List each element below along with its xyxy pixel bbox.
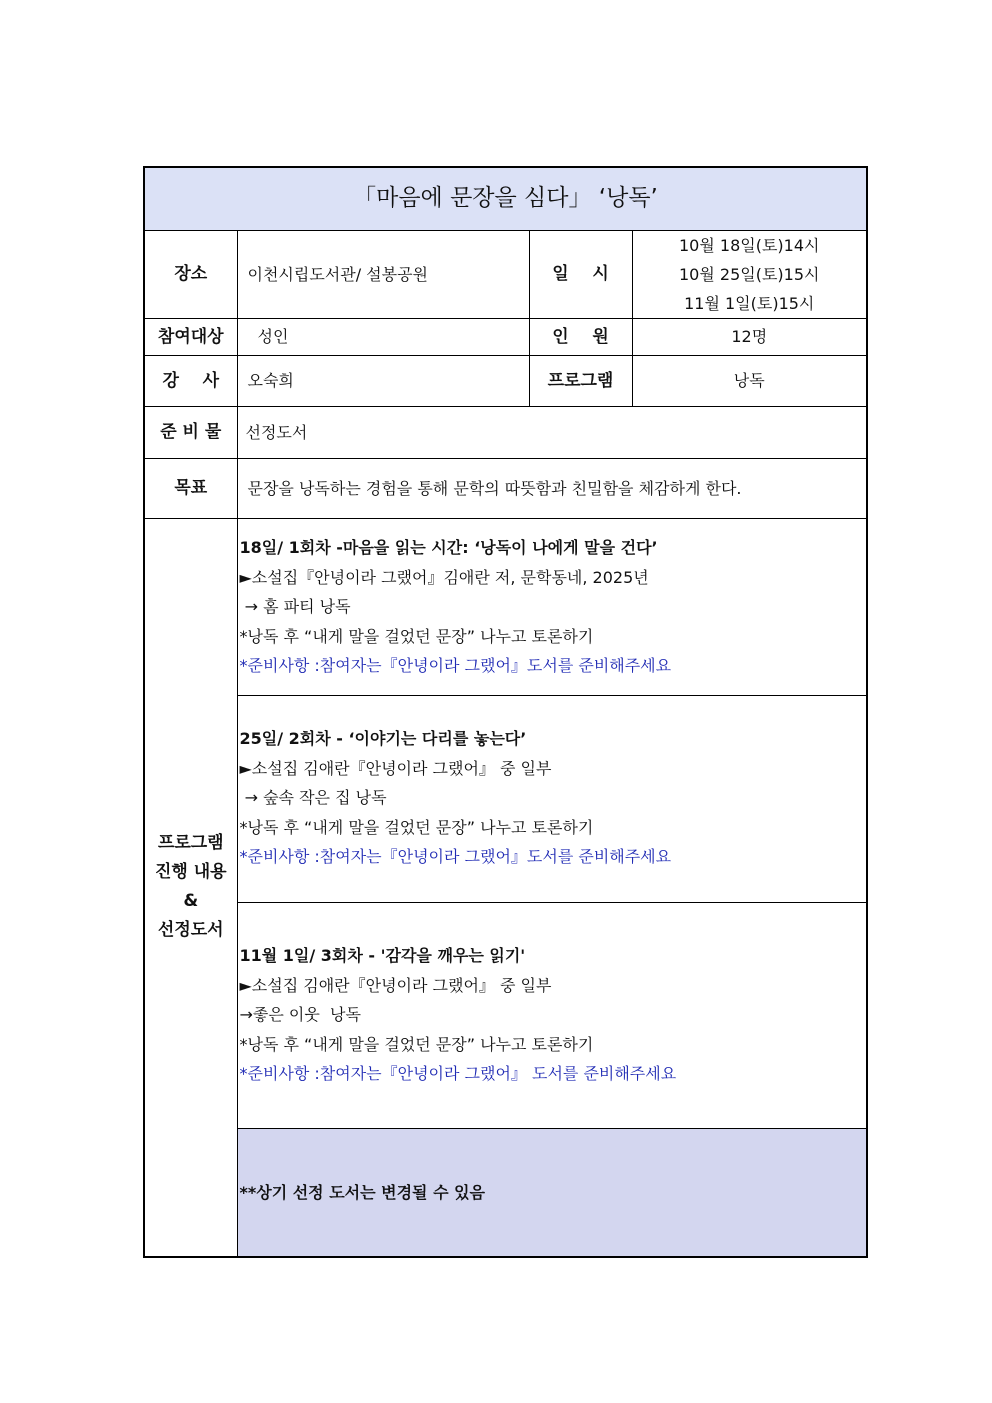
date-values xyxy=(632,231,867,319)
program-content-label-line-3: & xyxy=(183,891,199,912)
session-3-prep: *준비사항 :참여자는『안녕이라 그랬어』 도서를 준비해주세요 xyxy=(239,1064,677,1083)
program-content-label-line-1: 프로그램 xyxy=(157,833,224,854)
session-2-prep: *준비사항 :참여자는『안녕이라 그랬어』도서를 준비해주세요 xyxy=(239,847,672,866)
session-1-prep: *준비사항 :참여자는『안녕이라 그랬어』도서를 준비해주세요 xyxy=(239,656,672,675)
session-1-heading: 18일/ 1회차 -마음을 읽는 시간: ‘낭독이 나에게 말을 건다’ xyxy=(239,538,658,557)
date-line-1: 10월 18일(토)14시 xyxy=(679,236,820,255)
goal-label: 목표 xyxy=(144,459,237,519)
session-1-story: → 홈 파티 낭독 xyxy=(239,597,351,616)
session-2-story: → 숲속 작은 집 낭독 xyxy=(239,788,387,807)
change-notice: **상기 선정 도서는 변경될 수 있음 xyxy=(237,1129,867,1257)
date-line-3: 11월 1일(토)15시 xyxy=(684,294,815,313)
instructor-label: 강 사 xyxy=(144,356,237,407)
instructor-value: 오숙희 xyxy=(237,356,529,407)
place-label: 장소 xyxy=(144,231,237,319)
session-2-book: ►소설집 김애란『안녕이라 그랬어』 중 일부 xyxy=(239,758,552,778)
session-1-book: ►소설집『안녕이라 그랬어』김애란 저, 문학동네, 2025년 xyxy=(239,567,649,587)
program-info-table xyxy=(143,166,868,1258)
target-label: 참여대상 xyxy=(144,319,237,356)
materials-value: 선정도서 xyxy=(237,407,867,459)
document-title: 「마음에 문장을 심다」 ‘낭독’ xyxy=(144,167,867,231)
date-line-2: 10월 25일(토)15시 xyxy=(679,265,820,284)
session-3-heading: 11월 1일/ 3회차 - '감각을 깨우는 읽기' xyxy=(239,946,526,965)
count-label: 인 원 xyxy=(529,319,632,356)
session-3-activity: *낭독 후 “내게 말을 걸었던 문장” 나누고 토론하기 xyxy=(239,1034,594,1054)
place-value: 이천시립도서관/ 설봉공원 xyxy=(237,231,529,319)
count-value: 12명 xyxy=(632,319,867,356)
session-1-activity: *낭독 후 “내게 말을 걸었던 문장” 나누고 토론하기 xyxy=(239,626,594,646)
materials-label: 준 비 물 xyxy=(144,407,237,459)
session-1 xyxy=(237,519,867,696)
session-3-story: →좋은 이웃 낭독 xyxy=(239,1005,361,1024)
target-value: 성인 xyxy=(237,319,529,356)
program-content-label xyxy=(144,519,237,1257)
date-label: 일 시 xyxy=(529,231,632,319)
goal-value: 문장을 낭독하는 경험을 통해 문학의 따뜻함과 친밀함을 체감하게 한다. xyxy=(237,459,867,519)
program-label: 프로그램 xyxy=(529,356,632,407)
program-content-label-line-4: 선정도서 xyxy=(157,920,224,941)
session-2-activity: *낭독 후 “내게 말을 걸었던 문장” 나누고 토론하기 xyxy=(239,817,594,837)
session-3-book: ►소설집 김애란『안녕이라 그랬어』 중 일부 xyxy=(239,975,552,995)
session-2 xyxy=(237,696,867,903)
session-2-heading: 25일/ 2회차 - ‘이야기는 다리를 놓는다’ xyxy=(239,729,527,748)
program-content-label-line-2: 진행 내용 xyxy=(154,862,227,883)
program-value: 낭독 xyxy=(632,356,867,407)
session-3 xyxy=(237,903,867,1129)
